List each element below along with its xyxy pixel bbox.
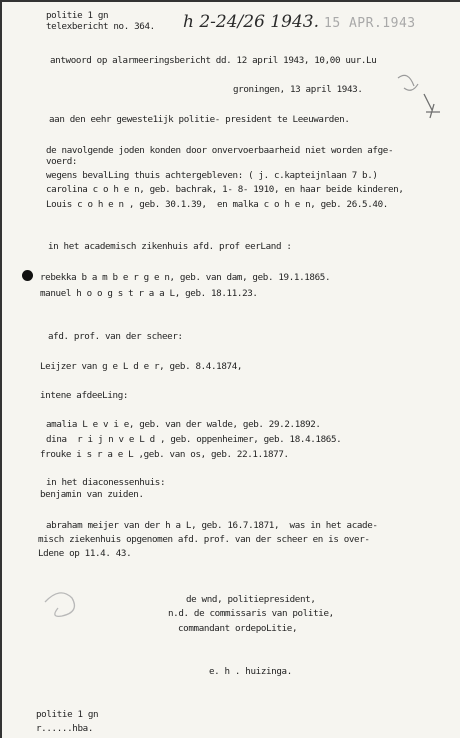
signature-line-3: commandant ordepoLitie, xyxy=(178,623,298,634)
received-date-stamp: 15 APR.1943 xyxy=(324,16,416,31)
signature-line-2: n.d. de commissaris van politie, xyxy=(168,608,334,619)
intro-line-1: de navolgende joden konden door onvervoerbaarheid niet worden afge- xyxy=(46,145,394,156)
top-border xyxy=(0,0,460,2)
intro-line-5: Louis c o h e n , geb. 30.1.39, en malka c o h e n, geb. 26.5.40. xyxy=(46,199,388,210)
signature-name: e. h . huizinga. xyxy=(209,666,292,677)
vanderscheer-entry-1: Leijzer van g e L d e r, geb. 8.4.1874, xyxy=(40,361,243,372)
intro-line-4: carolina c o h e n, geb. bachrak, 1- 8- 1910, en haar beide kinderen, xyxy=(46,184,404,195)
interne-entry-2: dina r i j n v e L d , geb. oppenheimer, geb. 18.4.1865. xyxy=(46,434,342,445)
note-line-2: misch ziekenhuis opgenomen afd. prof. van der scheer en is over- xyxy=(38,534,370,545)
diaconessen-entry-1: benjamin van zuiden. xyxy=(40,489,144,500)
interne-entry-3: frouke i s r a e L ,geb. van os, geb. 22.1.1877. xyxy=(40,449,289,460)
header-line-1: politie 1 gn xyxy=(46,10,109,21)
left-border xyxy=(0,0,2,738)
signature-line-1: de wnd, politiepresident, xyxy=(186,594,316,605)
intro-line-3: wegens bevalLing thuis achtergebleven: ( j. c.kapteijnlaan 7 b.) xyxy=(46,170,378,181)
academic-entry-2: manuel h o o g s t r a a L, geb. 18.11.23. xyxy=(40,288,258,299)
section-academic-heading: in het academisch zikenhuis afd. prof eerLand : xyxy=(48,241,292,252)
handwritten-reference: h 2-24/26 1943. xyxy=(183,12,319,32)
intro-line-2: voerd: xyxy=(46,156,78,167)
note-line-3: Ldene op 11.4. 43. xyxy=(38,548,132,559)
ink-blot xyxy=(22,270,33,281)
addressee: aan den eehr geweste1ijk politie- president te Leeuwarden. xyxy=(49,114,350,125)
academic-entry-1: rebekka b a m b e r g e n, geb. van dam, geb. 19.1.1865. xyxy=(40,272,331,283)
section-vanderscheer-heading: afd. prof. van der scheer: xyxy=(48,331,183,342)
footer-line-1: politie 1 gn xyxy=(36,709,99,720)
reply-line: antwoord op alarmeeringsbericht dd. 12 april 1943, 10,00 uur.Lu xyxy=(50,55,377,66)
section-interne-heading: intene afdeeLing: xyxy=(40,390,129,401)
section-diaconessen-heading: in het diaconessenhuis: xyxy=(46,477,166,488)
place-date: groningen, 13 april 1943. xyxy=(233,84,363,95)
footer-line-2: r......hba. xyxy=(36,723,93,734)
header-line-2: telexbericht no. 364. xyxy=(46,21,155,32)
interne-entry-1: amalia L e v i e, geb. van der walde, geb. 29.2.1892. xyxy=(46,419,321,430)
note-line-1: abraham meijer van der h a L, geb. 16.7.1871, was in het acade- xyxy=(46,520,378,531)
